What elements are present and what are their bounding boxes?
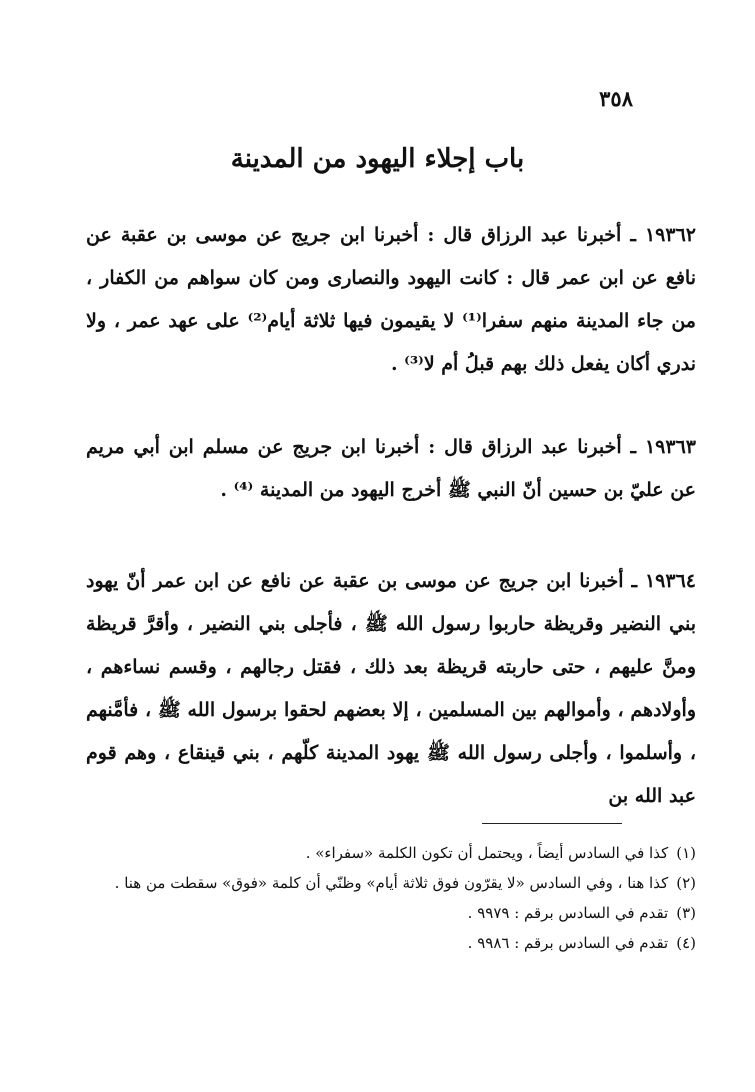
footnote-number: (١)	[676, 844, 696, 862]
footnote-2	[86, 868, 696, 898]
footnote-1	[86, 838, 696, 868]
footnote-number: (٣)	[676, 904, 696, 922]
footnote-text: تقدم في السادس برقم : ٩٩٧٩ .	[467, 904, 669, 922]
footnote-divider	[482, 823, 622, 824]
hadith-19362: ١٩٣٦٢ ـ أخبرنا عبد الرزاق قال : أخبرنا ابن جريج عن موسى بن عقبة عن نافع عن ابن عمر قال : كانت اليهود والنصارى ومن كان سواهم من الكفار ، من جاء المدينة منهم سفرا⁽¹⁾ لا يقيمون فيها ثلاثة أيام⁽²⁾ على عهد عمر ، ولا ندري أكان يفعل ذلك بهم قبلُ أم لا⁽³⁾ .	[86, 224, 696, 375]
footnote-4	[86, 928, 696, 958]
page-number: ٣٥٨	[599, 86, 633, 111]
hadith-19363: ١٩٣٦٣ ـ أخبرنا عبد الرزاق قال : أخبرنا ابن جريج عن مسلم ابن أبي مريم عن عليّ بن حسين أنّ النبي ﷺ أخرج اليهود من المدينة ⁽⁴⁾ .	[86, 436, 696, 501]
footnote-text: تقدم في السادس برقم : ٩٩٨٦ .	[467, 934, 669, 952]
footnote-text: كذا في السادس أيضاً ، ويحتمل أن تكون الكلمة «سفراء» .	[305, 844, 669, 862]
footnote-3	[86, 898, 696, 928]
footnote-text: كذا هنا ، وفي السادس «لا يقرّون فوق ثلاثة أيام» وظنّي أن كلمة «فوق» سقطت من هنا .	[114, 874, 669, 892]
footnotes	[86, 838, 696, 958]
hadith-19364: ١٩٣٦٤ ـ أخبرنا ابن جريج عن موسى بن عقبة عن نافع عن ابن عمر أنّ يهود بني النضير وقريظة حاربوا رسول الله ﷺ ، فأجلى بني النضير ، وأقرَّ قريظة ومنَّ عليهم ، حتى حاربته قريظة بعد ذلك ، فقتل رجالهم ، وقسم نساءهم ، وأولادهم ، وأموالهم بين المسلمين ، إلا بعضهم لحقوا برسول الله ﷺ ، فأمَّنهم ، وأسلموا ، وأجلى رسول الله ﷺ يهود المدينة كلّهم ، بني قينقاع ، وهم قوم عبد الله بن	[86, 570, 696, 807]
footnote-number: (٢)	[676, 874, 696, 892]
footnote-number: (٤)	[676, 934, 696, 952]
chapter-title: باب إجلاء اليهود من المدينة	[230, 144, 525, 174]
